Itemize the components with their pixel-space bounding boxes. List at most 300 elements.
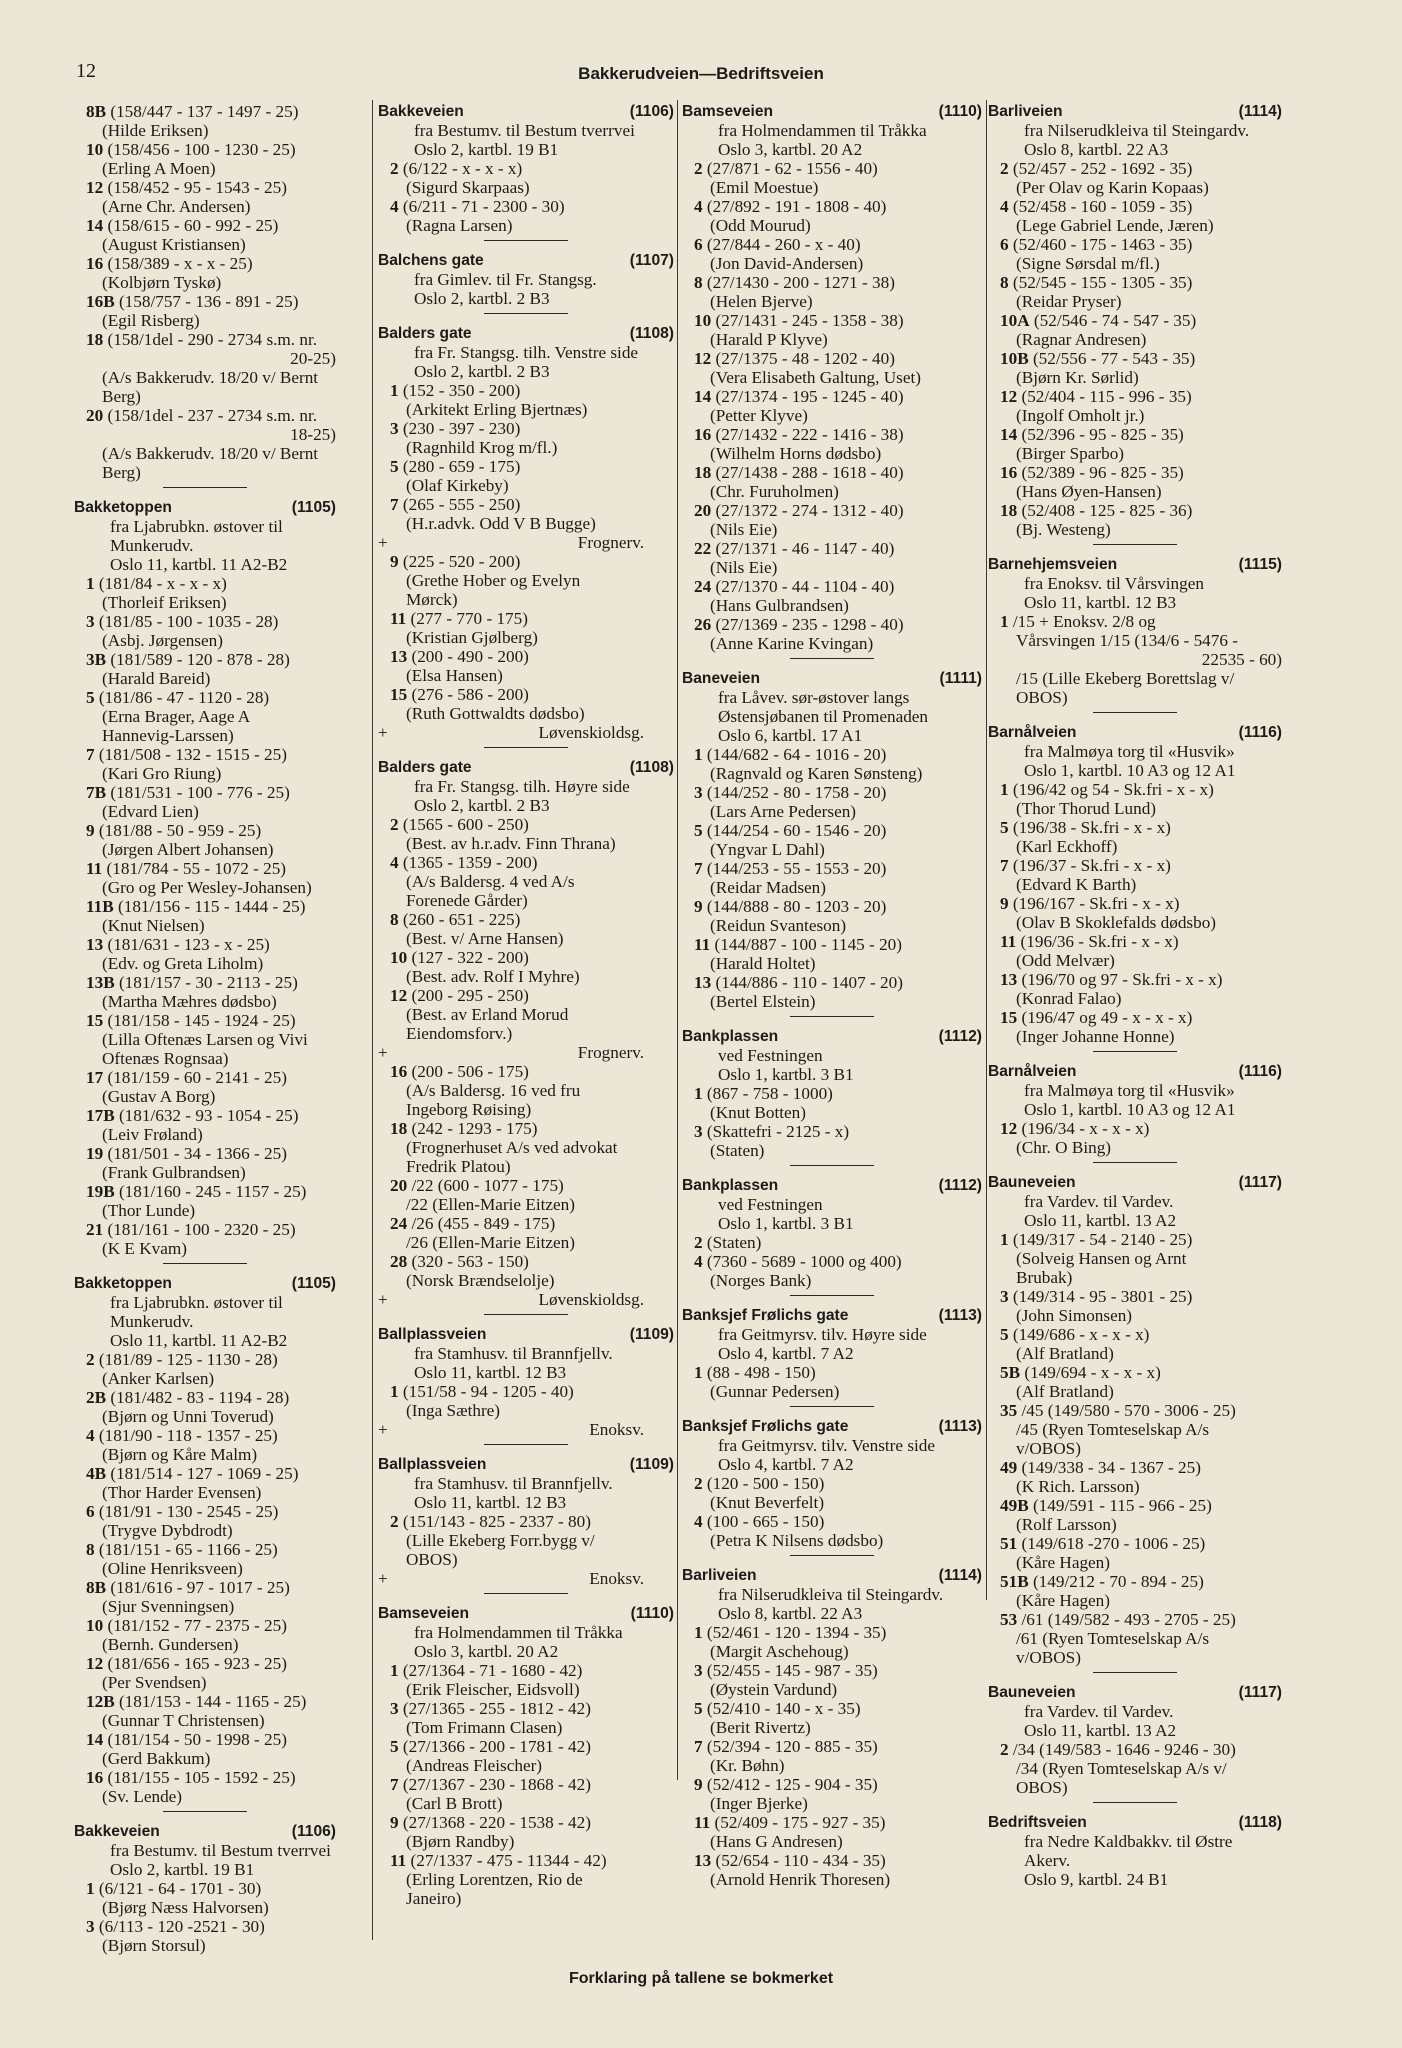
street-description: Oslo 11, kartbl. 11 A2-B2 xyxy=(110,1331,288,1350)
owner-line: (Margit Aschehoug) xyxy=(710,1642,849,1661)
property-values: (27/1431 - 245 - 1358 - 38) xyxy=(715,311,904,330)
owner-line: (Best. v/ Arne Hansen) xyxy=(406,929,564,948)
property-line xyxy=(74,821,336,840)
owner-line: /45 (Ryen Tomteselskap A/s xyxy=(1016,1420,1210,1439)
owner-line: (A/s Baldersg. 4 ved A/s xyxy=(406,872,575,891)
house-number: 2 xyxy=(694,159,703,178)
property-values: (181/631 - 123 - x - 25) xyxy=(107,935,270,954)
crossing-street: Frognerv. xyxy=(577,533,644,552)
owner-line: (Sv. Lende) xyxy=(102,1787,183,1806)
owner-line: v/OBOS) xyxy=(1016,1439,1081,1458)
street-header xyxy=(988,102,1282,121)
street-name: Bamseveien xyxy=(378,1605,470,1622)
property-line xyxy=(74,1692,336,1711)
street-description: ved Festningen xyxy=(718,1195,823,1214)
house-number: 12 xyxy=(86,1654,104,1673)
owner-line: Eiendomsforv.) xyxy=(406,1024,513,1043)
property-values: (196/47 og 49 - x - x - x) xyxy=(1021,1008,1193,1027)
owner-line: (Reidar Madsen) xyxy=(710,878,826,897)
house-number: 17B xyxy=(86,1106,115,1125)
house-number: 1 xyxy=(390,1661,399,1680)
column-divider xyxy=(372,100,373,1940)
house-number: 13 xyxy=(390,647,408,666)
house-number: 7 xyxy=(390,495,399,514)
property-values: (6/122 - x - x - x) xyxy=(402,159,523,178)
property-line xyxy=(682,1699,982,1718)
property-line xyxy=(74,1730,336,1749)
property-values: (181/88 - 50 - 959 - 25) xyxy=(98,821,262,840)
property-values: (27/1432 - 222 - 1416 - 38) xyxy=(715,425,904,444)
property-line xyxy=(74,1350,336,1369)
property-values: (27/1365 - 255 - 1812 - 42) xyxy=(402,1699,591,1718)
street-name: Barnålveien xyxy=(988,724,1077,741)
property-line xyxy=(682,1737,982,1756)
property-line xyxy=(988,311,1282,330)
property-line xyxy=(74,1616,336,1635)
house-number: 7 xyxy=(1000,856,1009,875)
owner-line: (Gustav A Borg) xyxy=(102,1087,216,1106)
house-number: 2 xyxy=(694,1233,703,1252)
owner-line: (Yngvar L Dahl) xyxy=(710,840,825,859)
property-values: (52/394 - 120 - 885 - 35) xyxy=(706,1737,878,1756)
property-line xyxy=(988,932,1282,951)
street-entry xyxy=(988,555,1282,713)
street-code: (1116) xyxy=(1238,1063,1282,1080)
property-line xyxy=(682,197,982,216)
house-number: 2B xyxy=(86,1388,107,1407)
street-name: Barliveien xyxy=(988,103,1063,120)
street-entry xyxy=(682,102,982,659)
house-number: 2 xyxy=(390,159,399,178)
street-name: Bauneveien xyxy=(988,1174,1076,1191)
house-number: 8 xyxy=(694,273,703,292)
house-number: 9 xyxy=(390,552,399,571)
property-line xyxy=(988,856,1282,875)
street-entry xyxy=(378,324,674,748)
property-values: /61 (149/582 - 493 - 2705 - 25) xyxy=(1021,1610,1236,1629)
owner-line: (Anne Karine Kvingan) xyxy=(710,634,874,653)
property-line xyxy=(378,609,674,628)
owner-line: (Per Svendsen) xyxy=(102,1673,207,1692)
property-values: (196/167 - Sk.fri - x - x) xyxy=(1012,894,1180,913)
crossing-street: Løvenskioldsg. xyxy=(538,723,644,742)
house-number: 16 xyxy=(86,254,104,273)
street-header xyxy=(74,498,336,517)
owner-line: (Olaf Kirkeby) xyxy=(406,476,509,495)
property-values: (196/37 - Sk.fri - x - x) xyxy=(1012,856,1171,875)
street-name: Bauneveien xyxy=(988,1684,1076,1701)
owner-line: (H.r.advk. Odd V B Bugge) xyxy=(406,514,596,533)
property-values: (158/447 - 137 - 1497 - 25) xyxy=(110,102,299,121)
street-entry xyxy=(74,498,336,1264)
street-name: Barnålveien xyxy=(988,1063,1077,1080)
owner-line: (Erna Brager, Aage A xyxy=(102,707,251,726)
street-header xyxy=(988,1062,1282,1081)
owner-line: (Edvard K Barth) xyxy=(1016,875,1137,894)
owner-line: (John Simonsen) xyxy=(1016,1306,1133,1325)
house-number: 1 xyxy=(694,1623,703,1642)
street-name: Ballplassveien xyxy=(378,1456,487,1473)
street-description: Oslo 1, kartbl. 3 B1 xyxy=(718,1214,854,1233)
property-line xyxy=(682,463,982,482)
entry-separator xyxy=(790,1295,874,1296)
house-number: 11 xyxy=(86,859,103,878)
property-line xyxy=(988,1740,1282,1759)
property-values: (196/38 - Sk.fri - x - x) xyxy=(1012,818,1171,837)
property-line xyxy=(682,935,982,954)
street-name: Balchens gate xyxy=(378,252,484,269)
crossing-mark: + xyxy=(378,1290,388,1309)
street-code: (1113) xyxy=(938,1307,982,1324)
property-line xyxy=(74,574,336,593)
house-number: 4 xyxy=(390,197,399,216)
entry-separator xyxy=(484,1593,568,1594)
property-line xyxy=(988,1610,1282,1629)
crossing-line xyxy=(378,1420,674,1439)
house-number: 18 xyxy=(390,1119,408,1138)
owner-line: (Best. av h.r.adv. Finn Thrana) xyxy=(406,834,616,853)
page-number: 12 xyxy=(76,60,96,82)
property-line xyxy=(682,821,982,840)
owner-line: (Ruth Gottwaldts dødsbo) xyxy=(406,704,585,723)
property-values: (52/457 - 252 - 1692 - 35) xyxy=(1012,159,1193,178)
property-line xyxy=(682,387,982,406)
property-values: (196/36 - Sk.fri - x - x) xyxy=(1020,932,1179,951)
house-number: 5 xyxy=(390,457,399,476)
property-values: (144/254 - 60 - 1546 - 20) xyxy=(706,821,887,840)
house-number: 51B xyxy=(1000,1572,1029,1591)
owner-line: (Erling A Moen) xyxy=(102,159,216,178)
property-values: (52/546 - 74 - 547 - 35) xyxy=(1033,311,1197,330)
house-number: 20 xyxy=(694,501,712,520)
owner-line: (Vera Elisabeth Galtung, Uset) xyxy=(710,368,921,387)
house-number: 10 xyxy=(390,948,408,967)
owner-line: (Hans G Andresen) xyxy=(710,1832,843,1851)
house-number: 5 xyxy=(1000,818,1009,837)
owner-line: (Chr. O Bing) xyxy=(1016,1138,1112,1157)
house-number: 2 xyxy=(1000,159,1009,178)
owner-line: (Thor Harder Evensen) xyxy=(102,1483,262,1502)
property-values: (181/784 - 55 - 1072 - 25) xyxy=(106,859,287,878)
house-number: 12 xyxy=(1000,387,1018,406)
street-description: Oslo 11, kartbl. 12 B3 xyxy=(414,1493,567,1512)
property-line xyxy=(74,973,336,992)
property-line xyxy=(74,1220,336,1239)
owner-line: Janeiro) xyxy=(406,1889,462,1908)
house-number: 13 xyxy=(694,973,712,992)
owner-line: Berg) xyxy=(102,463,141,482)
owner-line: Mørck) xyxy=(406,590,458,609)
street-code: (1117) xyxy=(1238,1174,1282,1191)
property-line xyxy=(988,197,1282,216)
property-line xyxy=(74,1388,336,1407)
owner-line: (Hans Gulbrandsen) xyxy=(710,596,849,615)
street-name: Barnehjemsveien xyxy=(988,556,1118,573)
house-number: 9 xyxy=(390,1813,399,1832)
street-code: (1106) xyxy=(291,1823,336,1840)
owner-line: (Kr. Bøhn) xyxy=(710,1756,785,1775)
property-values: (280 - 659 - 175) xyxy=(402,457,521,476)
property-values: (144/252 - 80 - 1758 - 20) xyxy=(706,783,887,802)
property-line xyxy=(378,1813,674,1832)
owner-line: OBOS) xyxy=(1016,1778,1068,1797)
property-line xyxy=(74,102,336,121)
owner-line: (Gro og Per Wesley-Johansen) xyxy=(102,878,312,897)
property-values: (181/151 - 65 - 1166 - 25) xyxy=(98,1540,278,1559)
property-values: (52/460 - 175 - 1463 - 35) xyxy=(1012,235,1193,254)
house-number: 20 xyxy=(86,406,104,425)
property-line xyxy=(682,1813,982,1832)
owner-line: (A/s Baldersg. 16 ved fru xyxy=(406,1081,581,1100)
owner-line: (Bjørn og Kåre Malm) xyxy=(102,1445,258,1464)
property-values: (181/84 - x - x - x) xyxy=(98,574,227,593)
owner-line: (Leiv Frøland) xyxy=(102,1125,203,1144)
crossing-street: Frognerv. xyxy=(577,1043,644,1062)
house-number: 13 xyxy=(1000,970,1018,989)
house-number: 10 xyxy=(86,1616,104,1635)
house-number: 3B xyxy=(86,650,107,669)
street-description: fra Gimlev. til Fr. Stangsg. xyxy=(414,270,597,289)
house-number: 18 xyxy=(1000,501,1018,520)
property-values: (181/656 - 165 - 923 - 25) xyxy=(107,1654,287,1673)
property-line xyxy=(682,425,982,444)
house-number: 49B xyxy=(1000,1496,1029,1515)
street-header xyxy=(988,1173,1282,1192)
owner-line: (Bernh. Gundersen) xyxy=(102,1635,239,1654)
property-values: (230 - 397 - 230) xyxy=(402,419,521,438)
street-entry xyxy=(378,758,674,1315)
property-values: (52/545 - 155 - 1305 - 35) xyxy=(1012,273,1193,292)
property-line xyxy=(682,577,982,596)
property-values: (181/158 - 145 - 1924 - 25) xyxy=(107,1011,296,1030)
house-number: 20 xyxy=(390,1176,408,1195)
street-code: (1111) xyxy=(939,670,982,687)
house-number: 11 xyxy=(390,609,407,628)
entry-separator xyxy=(163,487,247,488)
street-code: (1113) xyxy=(938,1418,982,1435)
crossing-mark: + xyxy=(378,533,388,552)
street-description: fra Stamhusv. til Brannfjellv. xyxy=(414,1344,613,1363)
property-line xyxy=(988,1534,1282,1553)
house-number: 22 xyxy=(694,539,712,558)
entry-separator xyxy=(790,1555,874,1556)
house-number: 2 xyxy=(390,815,399,834)
owner-line: (Arnold Henrik Thoresen) xyxy=(710,1870,891,1889)
property-line xyxy=(378,1512,674,1531)
property-line xyxy=(74,859,336,878)
continuation-line: 18-25) xyxy=(290,425,336,444)
crossing-mark: + xyxy=(378,1043,388,1062)
property-values: (196/70 og 97 - Sk.fri - x - x) xyxy=(1021,970,1223,989)
street-entry xyxy=(74,1274,336,1812)
street-code: (1108) xyxy=(629,759,674,776)
street-description: Oslo 4, kartbl. 7 A2 xyxy=(718,1455,854,1474)
property-line xyxy=(378,159,674,178)
street-description: Østensjøbanen til Promenaden xyxy=(718,707,929,726)
house-number: 12B xyxy=(86,1692,115,1711)
street-description: Oslo 2, kartbl. 19 B1 xyxy=(414,140,559,159)
property-line xyxy=(988,970,1282,989)
house-number: 14 xyxy=(1000,425,1018,444)
house-number: 5 xyxy=(1000,1325,1009,1344)
owner-line: (Elsa Hansen) xyxy=(406,666,503,685)
house-number: 8 xyxy=(86,1540,95,1559)
property-line xyxy=(74,1182,336,1201)
street-header xyxy=(378,1325,674,1344)
owner-line: (Norsk Brændselolje) xyxy=(406,1271,555,1290)
street-header xyxy=(378,102,674,121)
property-line xyxy=(988,1458,1282,1477)
property-values: (144/886 - 110 - 1407 - 20) xyxy=(715,973,903,992)
street-description: fra Vardev. til Vardev. xyxy=(1024,1702,1174,1721)
house-number: 10 xyxy=(86,140,104,159)
column-divider xyxy=(986,100,987,1600)
property-line xyxy=(74,1540,336,1559)
street-entry xyxy=(378,1325,674,1445)
street-description: Oslo 11, kartbl. 13 A2 xyxy=(1024,1211,1177,1230)
street-name: Bedriftsveien xyxy=(988,1814,1087,1831)
property-line xyxy=(378,381,674,400)
property-values: (181/159 - 60 - 2141 - 25) xyxy=(107,1068,287,1087)
owner-line: (Andreas Fleischer) xyxy=(406,1756,543,1775)
street-description: fra Stamhusv. til Brannfjellv. xyxy=(414,1474,613,1493)
house-number: 5 xyxy=(694,821,703,840)
property-line xyxy=(378,495,674,514)
street-entry xyxy=(378,1455,674,1594)
owner-line: (Ragnhild Krog m/fl.) xyxy=(406,438,558,457)
property-line xyxy=(74,783,336,802)
owner-line: (Petra K Nilsens dødsbo) xyxy=(710,1531,884,1550)
street-header xyxy=(682,669,982,688)
owner-line: (Best. av Erland Morud xyxy=(406,1005,569,1024)
crossing-mark: + xyxy=(378,723,388,742)
running-head: Bakkerudveien—Bedriftsveien xyxy=(578,64,824,83)
property-values: (149/314 - 95 - 3801 - 25) xyxy=(1012,1287,1193,1306)
property-line xyxy=(74,1106,336,1125)
footer-note: Forklaring på tallene se bokmerket xyxy=(568,1970,834,1987)
house-number: 9 xyxy=(694,897,703,916)
property-values: (181/616 - 97 - 1017 - 25) xyxy=(110,1578,290,1597)
street-name: Bakkeveien xyxy=(378,103,464,120)
house-number: 9 xyxy=(1000,894,1009,913)
street-name: Ballplassveien xyxy=(378,1326,487,1343)
owner-line: (Gerd Bakkum) xyxy=(102,1749,211,1768)
street-description: Oslo 2, kartbl. 2 B3 xyxy=(414,289,550,308)
crossing-mark: + xyxy=(378,1420,388,1439)
property-values: (158/1del - 237 - 2734 s.m. nr. xyxy=(107,406,318,425)
property-values: /26 (455 - 849 - 175) xyxy=(411,1214,556,1233)
property-line xyxy=(988,1230,1282,1249)
property-values: (6/211 - 71 - 2300 - 30) xyxy=(402,197,565,216)
house-number: 2 xyxy=(694,1474,703,1493)
property-values: (27/1374 - 195 - 1245 - 40) xyxy=(715,387,904,406)
property-line xyxy=(988,273,1282,292)
owner-line: (Signe Sørsdal m/fl.) xyxy=(1016,254,1160,273)
property-values: (52/556 - 77 - 543 - 35) xyxy=(1032,349,1196,368)
house-number: 6 xyxy=(1000,235,1009,254)
property-line xyxy=(682,349,982,368)
property-line xyxy=(74,216,336,235)
house-number: 3 xyxy=(86,1917,95,1936)
property-line xyxy=(988,1572,1282,1591)
street-description: fra Malmøya torg til «Husvik» xyxy=(1024,742,1235,761)
property-line xyxy=(74,1426,336,1445)
entry-separator xyxy=(790,1406,874,1407)
house-number: 6 xyxy=(694,235,703,254)
property-values: (88 - 498 - 150) xyxy=(706,1363,816,1382)
property-values: (181/501 - 34 - 1366 - 25) xyxy=(107,1144,287,1163)
street-code: (1109) xyxy=(629,1456,674,1473)
street-entry xyxy=(682,1027,982,1166)
owner-line: /61 (Ryen Tomteselskap A/s xyxy=(1016,1629,1210,1648)
street-name: Banksjef Frølichs gate xyxy=(682,1418,849,1435)
street-description: Oslo 11, kartbl. 12 B3 xyxy=(1024,593,1177,612)
property-values: (265 - 555 - 250) xyxy=(402,495,521,514)
street-description: fra Ljabrubkn. østover til xyxy=(110,1293,283,1312)
house-number: 5B xyxy=(1000,1363,1021,1382)
property-line xyxy=(378,1382,674,1401)
street-entry xyxy=(988,1683,1282,1803)
house-number: 1 xyxy=(1000,1230,1009,1249)
house-number: 18 xyxy=(694,463,712,482)
house-number: 11 xyxy=(694,1813,711,1832)
property-line xyxy=(988,159,1282,178)
property-line xyxy=(378,1851,674,1870)
property-values: (27/1370 - 44 - 1104 - 40) xyxy=(715,577,895,596)
street-description: Oslo 3, kartbl. 20 A2 xyxy=(414,1642,559,1661)
owner-line: (Hans Øyen-Hansen) xyxy=(1016,482,1162,501)
owner-line: (Norges Bank) xyxy=(710,1271,812,1290)
street-description: fra Nilserudkleiva til Steingardv. xyxy=(718,1585,944,1604)
house-number: 2 xyxy=(86,1350,95,1369)
property-values: (151/143 - 825 - 2337 - 80) xyxy=(402,1512,591,1531)
property-values: (27/871 - 62 - 1556 - 40) xyxy=(706,159,878,178)
house-number: 14 xyxy=(86,1730,104,1749)
house-number: 2 xyxy=(390,1512,399,1531)
crossing-line xyxy=(378,533,674,552)
street-code: (1106) xyxy=(629,103,674,120)
street-entry xyxy=(378,1604,674,1908)
owner-line: OBOS) xyxy=(1016,688,1068,707)
house-number: 10A xyxy=(1000,311,1030,330)
owner-line: (Harald Bareid) xyxy=(102,669,211,688)
property-line xyxy=(74,1068,336,1087)
property-values: (6/121 - 64 - 1701 - 30) xyxy=(98,1879,262,1898)
house-number: 4 xyxy=(390,853,399,872)
street-description: fra Fr. Stangsg. tilh. Høyre side xyxy=(414,777,630,796)
column-3 xyxy=(682,102,982,1893)
property-line xyxy=(378,815,674,834)
property-values: (1565 - 600 - 250) xyxy=(402,815,529,834)
owner-line: (Frognerhuset A/s ved advokat xyxy=(406,1138,618,1157)
property-line xyxy=(74,688,336,707)
property-values: (144/887 - 100 - 1145 - 20) xyxy=(714,935,902,954)
owner-line: Fredrik Platou) xyxy=(406,1157,511,1176)
property-values: (52/389 - 96 - 825 - 35) xyxy=(1021,463,1184,482)
house-number: 21 xyxy=(86,1220,104,1239)
crossing-line xyxy=(378,1569,674,1588)
property-values: (181/589 - 120 - 878 - 28) xyxy=(110,650,290,669)
owner-line: (Edv. og Greta Liholm) xyxy=(102,954,264,973)
property-values: (158/389 - x - x - 25) xyxy=(107,254,253,273)
house-number: 13B xyxy=(86,973,115,992)
owner-line: (Øystein Vardund) xyxy=(710,1680,838,1699)
property-values: (181/161 - 100 - 2320 - 25) xyxy=(107,1220,296,1239)
property-values: /22 (600 - 1077 - 175) xyxy=(411,1176,564,1195)
house-number: 15 xyxy=(390,685,408,704)
street-description: Oslo 11, kartbl. 11 A2-B2 xyxy=(110,555,288,574)
street-description: fra Enoksv. til Vårsvingen xyxy=(1024,574,1204,593)
